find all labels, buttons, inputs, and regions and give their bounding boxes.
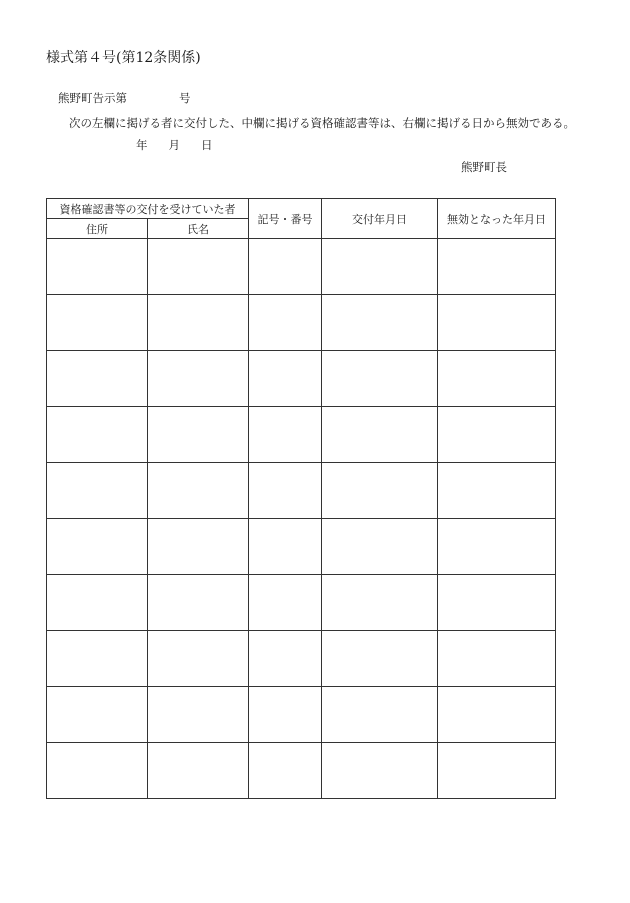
cell-name (148, 463, 249, 519)
cell-symbol-number (249, 575, 322, 631)
cell-address (47, 351, 148, 407)
cell-symbol-number (249, 519, 322, 575)
cell-symbol-number (249, 295, 322, 351)
header-name: 氏名 (148, 219, 249, 239)
header-invalid-date: 無効となった年月日 (438, 199, 556, 239)
notice-label: 熊野町告示第 (58, 91, 127, 105)
cell-name (148, 407, 249, 463)
table-row (47, 463, 556, 519)
header-address: 住所 (47, 219, 148, 239)
cell-address (47, 295, 148, 351)
cell-name (148, 519, 249, 575)
cell-address (47, 631, 148, 687)
cell-name (148, 687, 249, 743)
cell-symbol-number (249, 687, 322, 743)
cell-invalid-date (438, 687, 556, 743)
table-row (47, 687, 556, 743)
cell-symbol-number (249, 463, 322, 519)
cell-symbol-number (249, 631, 322, 687)
cell-name (148, 631, 249, 687)
table-row (47, 239, 556, 295)
cell-invalid-date (438, 575, 556, 631)
cell-invalid-date (438, 407, 556, 463)
cell-symbol-number (249, 239, 322, 295)
cell-invalid-date (438, 463, 556, 519)
cell-name (148, 239, 249, 295)
date-year: 年 (136, 138, 148, 152)
cell-invalid-date (438, 351, 556, 407)
cell-issue-date (322, 631, 438, 687)
cell-address (47, 743, 148, 799)
date-month: 月 (168, 138, 180, 152)
cell-name (148, 295, 249, 351)
notice-body: 次の左欄に掲げる者に交付した、中欄に掲げる資格確認書等は、右欄に掲げる日から無効である。 (69, 116, 575, 130)
form-title: 様式第４号(第12条関係) (46, 50, 201, 66)
cell-symbol-number (249, 407, 322, 463)
header-issue-date: 交付年月日 (322, 199, 438, 239)
date-day: 日 (201, 138, 213, 152)
cell-name (148, 743, 249, 799)
cell-issue-date (322, 575, 438, 631)
table-row (47, 351, 556, 407)
table-row (47, 295, 556, 351)
cell-address (47, 239, 148, 295)
table-row (47, 575, 556, 631)
notice-date-line (136, 140, 213, 152)
cell-issue-date (322, 351, 438, 407)
cell-invalid-date (438, 519, 556, 575)
cell-address (47, 575, 148, 631)
cell-invalid-date (438, 631, 556, 687)
cell-issue-date (322, 295, 438, 351)
table-row (47, 743, 556, 799)
cell-issue-date (322, 743, 438, 799)
cell-issue-date (322, 239, 438, 295)
cell-invalid-date (438, 239, 556, 295)
invalidation-register-table (46, 198, 556, 799)
cell-address (47, 687, 148, 743)
cell-issue-date (322, 407, 438, 463)
cell-invalid-date (438, 295, 556, 351)
cell-issue-date (322, 463, 438, 519)
table-row (47, 407, 556, 463)
cell-issue-date (322, 687, 438, 743)
table-row (47, 519, 556, 575)
cell-address (47, 463, 148, 519)
cell-invalid-date (438, 743, 556, 799)
notice-number-suffix: 号 (179, 91, 191, 105)
cell-name (148, 575, 249, 631)
cell-issue-date (322, 519, 438, 575)
notice-number-line (58, 93, 191, 105)
cell-symbol-number (249, 351, 322, 407)
cell-name (148, 351, 249, 407)
register-body (47, 239, 556, 799)
group-header-holder: 資格確認書等の交付を受けていた者 (47, 199, 249, 219)
header-symbol-number: 記号・番号 (249, 199, 322, 239)
cell-address (47, 519, 148, 575)
cell-address (47, 407, 148, 463)
cell-symbol-number (249, 743, 322, 799)
table-row (47, 631, 556, 687)
issuer-name: 熊野町長 (461, 160, 507, 174)
